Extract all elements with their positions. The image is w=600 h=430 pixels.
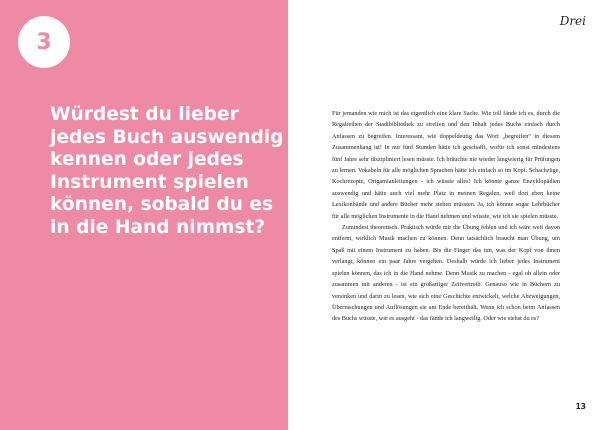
paragraph: Für jemanden wie mich ist das eigentlich eine klare Sache. Wie toll fände ich es, durch die Regalreihen der Stadtbibliothek zu streifen und den Inhalt jedes Buchs einfach durch Anfassen zu begreifen. Interessant, wie doppeldeutig das Wort „begreifen“ in diesem Zusammenhang ist! In nur fünf Stunden hätte ich geschafft, wofür ich sonst mindestens fünf Jahre sehr diszipliniert lesen müsste. Ich bräuchte nie wieder langwierig für Prüfungen zu lernen. Vokabeln für alle möglichen Sprachen hätte ich einfach so im Kopf. Schachzüge, Kochrezepte, Origamianleitungen - ich wüsste alles! Ich könnte ganze Enzyklopädien auswendig und hätte auch viel mehr Platz in meinen Regalen, weil dort eben keine Lexikonbände und andere Bücher mehr stehen müssten. Ja, ich könnte sogar Lehrbücher für alle möglichen Instrumente in die Hand nehmen und wüsste, wie ich sie spielen müsste.: [332, 110, 560, 220]
question-line: können, sobald du es: [50, 194, 274, 215]
right-page: [288, 0, 600, 430]
page-number: 13: [575, 402, 586, 411]
left-page: [0, 0, 288, 430]
chapter-label: Drei: [559, 14, 586, 28]
question-line: Instrument spielen: [50, 171, 249, 193]
question-line: Würdest du lieber: [50, 104, 239, 125]
chapter-question: [50, 104, 286, 239]
chapter-number-badge: [18, 16, 70, 68]
paragraph: Zumindest theoretisch. Praktisch würde mir die Übung fehlen und ich wäre weit davon entfernt, wirklich Musik machen zu können. Denn tatsächlich braucht man Übung, um Spaß mit einem Instrument zu haben. Bis die Finger das tun, was der Kopf von ihnen verlangt, können ein paar Jahre vergehen. Deshalb würde ich lieber jedes Instrument spielen können, das ich in die Hand nehme. Denn Musik zu machen - egal ob allein oder zusammen mit anderen - ist ein großartiger Zeitvertreib. Genauso wie in Büchern zu versinken und darin zu lesen, wie sich eine Geschichte entwickelt, welche Abzweigungen, Überraschungen und Auflösungen sie am Ende bereithält. Wenn ich schon beim Anfassen des Buchs wüsste, wie es ausgeht - das fände ich langweilig. Oder wie siehst du es?: [332, 224, 560, 323]
question-line: jedes Buch auswendig: [50, 126, 284, 148]
chapter-number: 3: [36, 29, 52, 55]
question-line: in die Hand nimmst?: [50, 216, 266, 238]
question-line: kennen oder jedes: [50, 149, 244, 170]
body-text: [332, 108, 560, 325]
